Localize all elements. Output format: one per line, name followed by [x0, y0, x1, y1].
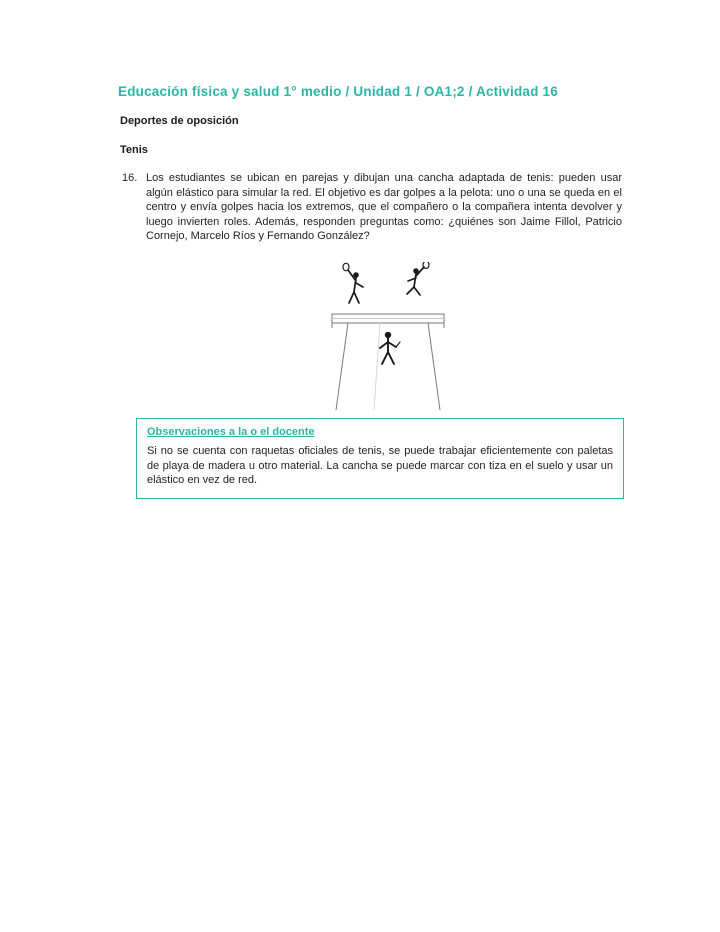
activity-item	[122, 171, 622, 244]
activity-number: 16.	[122, 172, 138, 184]
teacher-note-title: Observaciones a la o el docente	[147, 426, 315, 438]
tennis-court-illustration-svg	[318, 262, 458, 412]
teacher-note-text: Si no se cuenta con raquetas oficiales de tenis, se puede trabajar eficientemente con paletas de playa de madera u otro material. La cancha se puede marcar con tiza en el suelo y usar un elástico en vez de red.	[147, 445, 613, 486]
page-title: Educación física y salud 1° medio / Unidad 1 / OA1;2 / Actividad 16	[118, 84, 558, 99]
activity-text: Los estudiantes se ubican en parejas y dibujan una cancha adaptada de tenis: pueden usar algún elástico para simular la red. El objetivo es dar golpes a la pelota: uno o una se queda en el centro y envía golpes hacia los extremos, que el compañero o la compañera intenta devolver y luego invierten roles. Además, responden preguntas como: ¿quiénes son Jaime Fillol, Patricio Cornejo, Marcelo Ríos y Fernando González?	[146, 172, 622, 242]
tennis-players-illustration	[318, 262, 458, 412]
section-heading-tenis: Tenis	[120, 144, 148, 156]
teacher-note-box	[136, 418, 624, 499]
section-heading-deportes: Deportes de oposición	[120, 115, 239, 127]
